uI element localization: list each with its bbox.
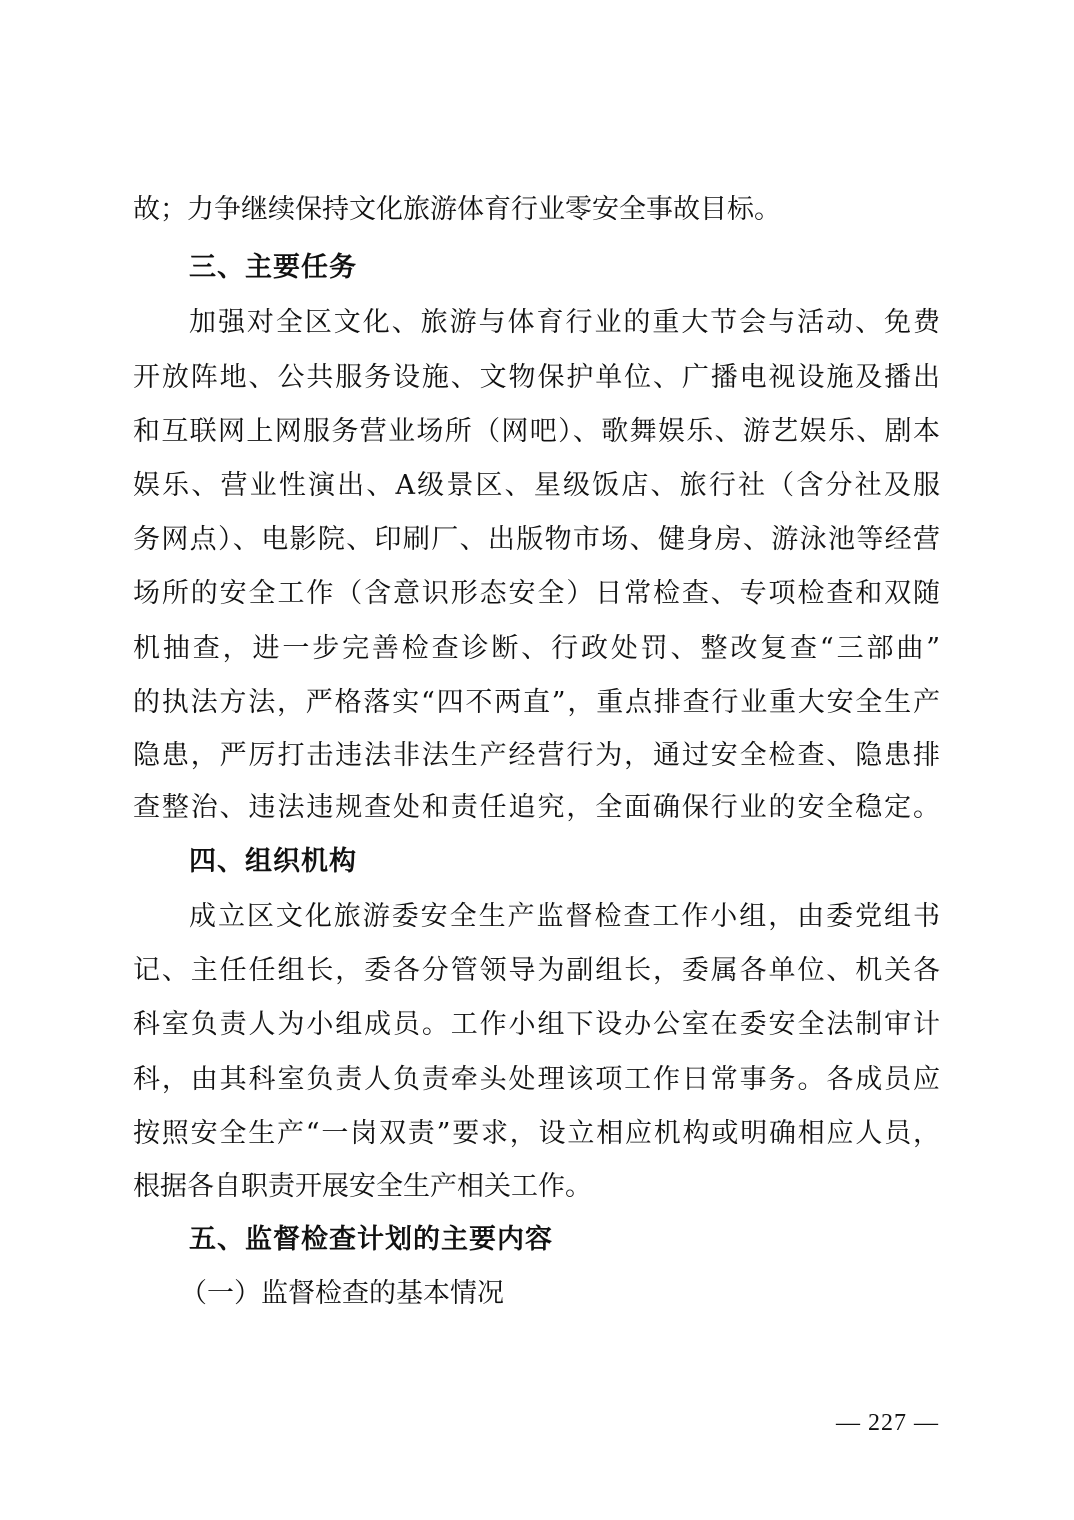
paragraph-line: 和互联网上网服务营业场所（网吧）、歌舞娱乐、游艺娱乐、剧本 <box>133 416 940 447</box>
paragraph-line: 根据各自职责开展安全生产相关工作。 <box>133 1171 592 1202</box>
paragraph-line: 科，由其科室负责人负责牵头处理该项工作日常事务。各成员应 <box>133 1064 940 1095</box>
paragraph-line: 故；力争继续保持文化旅游体育行业零安全事故目标。 <box>133 194 781 225</box>
paragraph-line: 场所的安全工作（含意识形态安全）日常检查、专项检查和双随 <box>133 578 940 609</box>
paragraph-line: 的执法方法，严格落实“四不两直”，重点排查行业重大安全生产 <box>133 687 940 718</box>
paragraph-line: 隐患，严厉打击违法非法生产经营行为，通过安全检查、隐患排 <box>133 740 940 771</box>
paragraph-line: 机抽查，进一步完善检查诊断、行政处罚、整改复查“三部曲” <box>133 633 940 664</box>
paragraph-line: 查整治、违法违规查处和责任追究，全面确保行业的安全稳定。 <box>133 792 940 823</box>
paragraph-line: 成立区文化旅游委安全生产监督检查工作小组，由委党组书 <box>189 901 940 932</box>
paragraph-line: 开放阵地、公共服务设施、文物保护单位、广播电视设施及播出 <box>133 362 940 393</box>
paragraph-line: 科室负责人为小组成员。工作小组下设办公室在委安全法制审计 <box>133 1009 940 1040</box>
subsection-heading: （一）监督检查的基本情况 <box>180 1278 504 1309</box>
section-heading: 四、组织机构 <box>189 846 357 877</box>
section-heading: 三、主要任务 <box>189 252 357 283</box>
page-number: — 227 — <box>836 1410 939 1436</box>
paragraph-line: 加强对全区文化、旅游与体育行业的重大节会与活动、免费 <box>189 307 940 338</box>
section-heading: 五、监督检查计划的主要内容 <box>189 1224 553 1255</box>
paragraph-line: 记、主任任组长，委各分管领导为副组长，委属各单位、机关各 <box>133 955 940 986</box>
paragraph-line: 务网点）、电影院、印刷厂、出版物市场、健身房、游泳池等经营 <box>133 524 940 555</box>
paragraph-line: 按照安全生产“一岗双责”要求，设立相应机构或明确相应人员， <box>133 1118 940 1149</box>
paragraph-line: 娱乐、营业性演出、A级景区、星级饭店、旅行社（含分社及服 <box>133 470 940 501</box>
